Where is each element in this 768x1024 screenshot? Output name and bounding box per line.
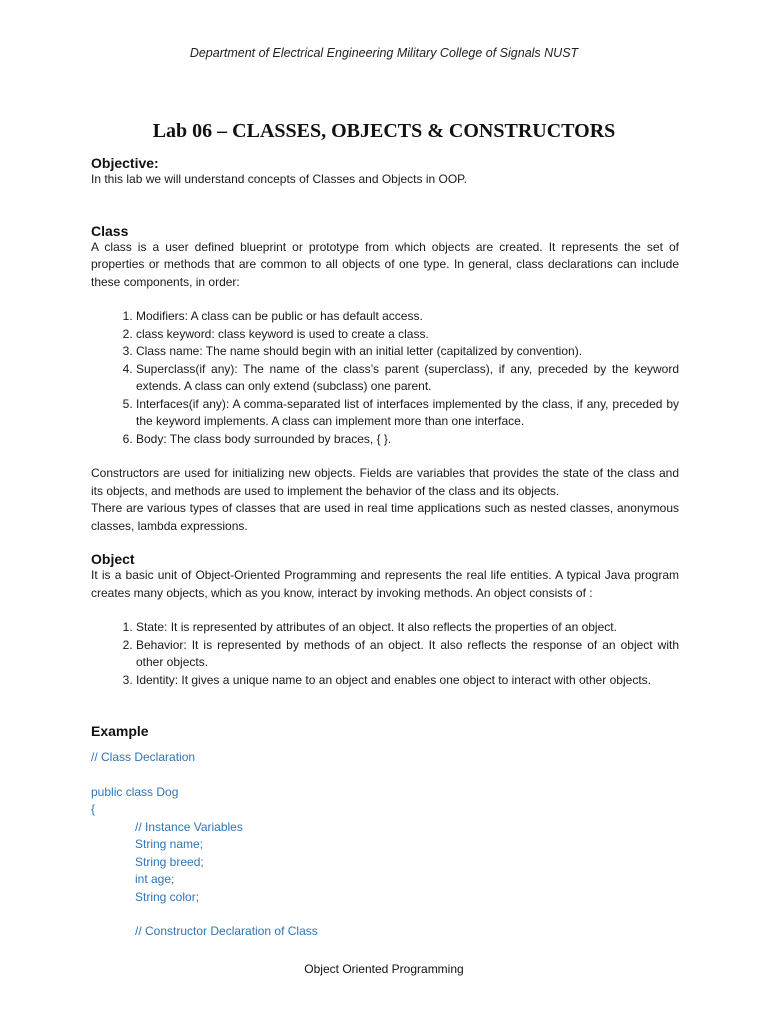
objective-heading: Objective: <box>91 155 159 171</box>
object-intro: It is a basic unit of Object-Oriented Programming and represents the real life entities. A typical Java program creates many objects, which as you know, interact by invoking methods. An object consists of : <box>91 568 679 600</box>
code-open-brace: { <box>91 802 96 816</box>
list-item: 1. State: It is represented by attributes of an object. It also reflects the properties of an object. <box>136 619 679 637</box>
code-comment: // Class Declaration <box>91 750 196 764</box>
code-example <box>91 749 679 941</box>
page-header: Department of Electrical Engineering Military College of Signals NUST <box>189 46 579 60</box>
code-comment: // Instance Variables <box>135 819 243 834</box>
example-heading: Example <box>91 723 149 739</box>
page-footer: Object Oriented Programming <box>304 962 464 976</box>
class-intro: A class is a user defined blueprint or prototype from which objects are created. It represents the set of properties or methods that are common to all objects of one type. In general, class declarations can include these components, in order: <box>91 239 679 289</box>
code-comment: // Constructor Declaration of Class <box>135 924 318 938</box>
class-heading: Class <box>91 222 129 239</box>
objective-text: In this lab we will understand concepts of Classes and Objects in OOP. <box>91 172 467 186</box>
list-item: 2. class keyword: class keyword is used to create a class. <box>136 326 679 344</box>
document-body <box>91 155 679 941</box>
code-class-declaration: public class Dog <box>91 784 179 799</box>
object-components-list <box>91 619 679 689</box>
code-line: String color; <box>135 889 200 904</box>
list-item: 6. Body: The class body surrounded by braces, { }. <box>136 431 679 449</box>
list-item: 5. Interfaces(if any): A comma-separated list of interfaces implemented by the class, if any, preceded by the keyword implements. A class can implement more than one interface. <box>136 396 679 431</box>
list-item: 4. Superclass(if any): The name of the class’s parent (superclass), if any, preceded by the keyword extends. A class can only extend (subclass) one parent. <box>136 361 679 396</box>
lab-title: Lab 06 – CLASSES, OBJECTS & CONSTRUCTORS <box>152 120 616 142</box>
code-line: int age; <box>135 872 175 886</box>
constructors-paragraph: Constructors are used for initializing new objects. Fields are variables that provides the state of the class and its objects, and methods are used to implement the behavior of the class and its objects. <box>91 466 679 498</box>
list-item: 3. Class name: The name should begin with an initial letter (capitalized by convention). <box>136 343 679 361</box>
list-item: 3. Identity: It gives a unique name to an object and enables one object to interact with other objects. <box>136 672 679 690</box>
object-heading: Object <box>91 551 135 567</box>
code-line: String breed; <box>135 854 204 869</box>
list-item: 1. Modifiers: A class can be public or has default access. <box>136 308 679 326</box>
class-types-paragraph: There are various types of classes that are used in real time applications such as nested classes, anonymous classes, lambda expressions. <box>91 501 679 533</box>
list-item: 2. Behavior: It is represented by methods of an object. It also reflects the response of an object with other objects. <box>136 637 679 672</box>
class-components-list <box>91 308 679 448</box>
code-line: String name; <box>135 837 204 851</box>
